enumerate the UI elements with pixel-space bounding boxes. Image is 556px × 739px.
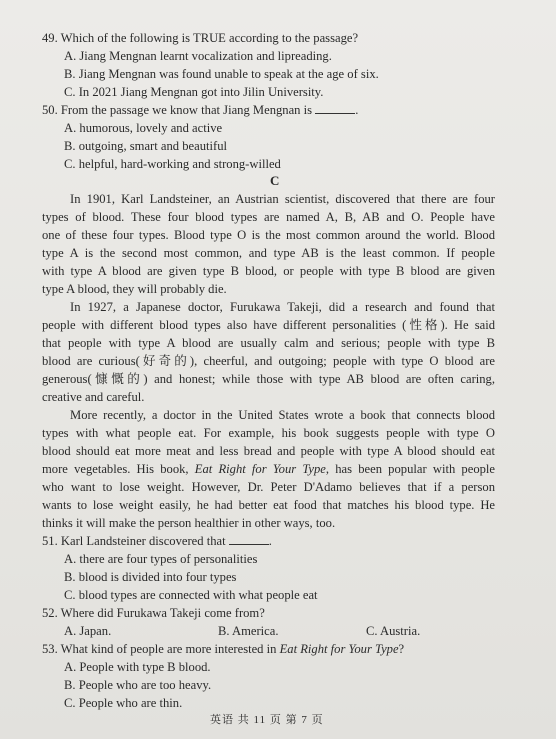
q49-option-c: C. In 2021 Jiang Mengnan got into Jilin University. xyxy=(64,85,324,99)
page-footer: 英语 共 11 页 第 7 页 xyxy=(210,714,324,726)
passage-p1-line: type A blood, they will probably die. xyxy=(42,282,227,296)
q53-stem: 53. What kind of people are more interested in xyxy=(42,642,277,656)
passage-p2-line: In 1927, a Japanese doctor, Furukawa Takeji, did a research and found that xyxy=(70,300,495,314)
q52-option-b: B. America. xyxy=(218,624,279,638)
passage-p3-line: blood should eat more meat and less bread and people with type A blood should eat xyxy=(42,444,495,458)
answer-blank xyxy=(315,103,355,114)
passage-p2-line: that people with type A blood are usually calm and serious; people with type B xyxy=(42,336,495,350)
passage-p1-line: with type A blood are given type B blood, or people with type B blood are given xyxy=(42,264,495,278)
q53-option-b: B. People who are too heavy. xyxy=(64,678,212,692)
book-title: Eat Right for Your Type xyxy=(279,642,399,656)
passage-p2-line: creative and careful. xyxy=(42,390,145,404)
q50-option-b: B. outgoing, smart and beautiful xyxy=(64,139,227,153)
passage-p1-line: type A is the second most common, and type AB is the least common. If people xyxy=(42,246,495,260)
q51-option-b: B. blood is divided into four types xyxy=(64,570,237,584)
q53-option-c: C. People who are thin. xyxy=(64,696,183,710)
passage-p1-line: one of these four types. Blood type O is the most common around the world. Blood xyxy=(42,228,495,242)
passage-p3-line: types with what people eat. For example, his book suggests people with type O xyxy=(42,426,495,440)
passage-p2-line: people with different blood types also have different personalities (性格). He said xyxy=(42,318,495,332)
passage-p2-line: blood are curious(好奇的), cheerful, and outgoing; people with type O blood are xyxy=(42,354,495,368)
passage-p1-line: types of blood. These four blood types are named A, B, AB and O. People have xyxy=(42,210,495,224)
q50-stem-line: 50. From the passage we know that Jiang Mengnan is . xyxy=(42,103,359,117)
section-heading: C xyxy=(270,173,280,188)
passage-p3-line: thinks it will make the person healthier in other ways, too. xyxy=(42,516,336,530)
passage-p3-line: More recently, a doctor in the United States wrote a book that connects blood xyxy=(70,408,495,422)
q50-stem: 50. From the passage we know that Jiang Mengnan is xyxy=(42,103,313,117)
answer-blank xyxy=(229,534,269,545)
q49-option-b: B. Jiang Mengnan was found unable to speak at the age of six. xyxy=(64,67,379,81)
q51-option-c: C. blood types are connected with what people eat xyxy=(64,588,318,602)
q53-option-a: A. People with type B blood. xyxy=(64,660,211,674)
passage-text: more vegetables. His book, xyxy=(42,462,189,476)
q52-option-c: C. Austria. xyxy=(366,624,421,638)
q52-option-a: A. Japan. xyxy=(64,624,112,638)
q51-stem: 51. Karl Landsteiner discovered that xyxy=(42,534,226,548)
q49-option-a: A. Jiang Mengnan learnt vocalization and lipreading. xyxy=(64,49,332,63)
passage-p2-line: generous(慷慨的) and honest; while those with type AB blood are often caring, xyxy=(42,372,495,386)
q49-stem: 49. Which of the following is TRUE according to the passage? xyxy=(42,31,359,45)
passage-text: , has been popular with people xyxy=(325,462,495,476)
q51-option-a: A. there are four types of personalities xyxy=(64,552,258,566)
passage-p1-line: In 1901, Karl Landsteiner, an Austrian scientist, discovered that there are four xyxy=(70,192,495,206)
passage-p3-line: wants to lose weight easily, he had better eat food that matches his blood type. He xyxy=(42,498,495,512)
book-title: Eat Right for Your Type xyxy=(194,462,326,476)
q51-stem-line: 51. Karl Landsteiner discovered that . xyxy=(42,534,272,548)
q50-option-a: A. humorous, lovely and active xyxy=(64,121,223,135)
q53-stem-line xyxy=(42,641,404,657)
q53-stem-end: ? xyxy=(398,642,405,656)
passage-p3-line xyxy=(42,461,495,477)
q52-stem: 52. Where did Furukawa Takeji come from? xyxy=(42,606,265,620)
q50-option-c: C. helpful, hard-working and strong-willed xyxy=(64,157,281,171)
passage-p3-line: who want to lose weight. However, Dr. Peter D'Adamo believes that if a person xyxy=(42,480,495,494)
